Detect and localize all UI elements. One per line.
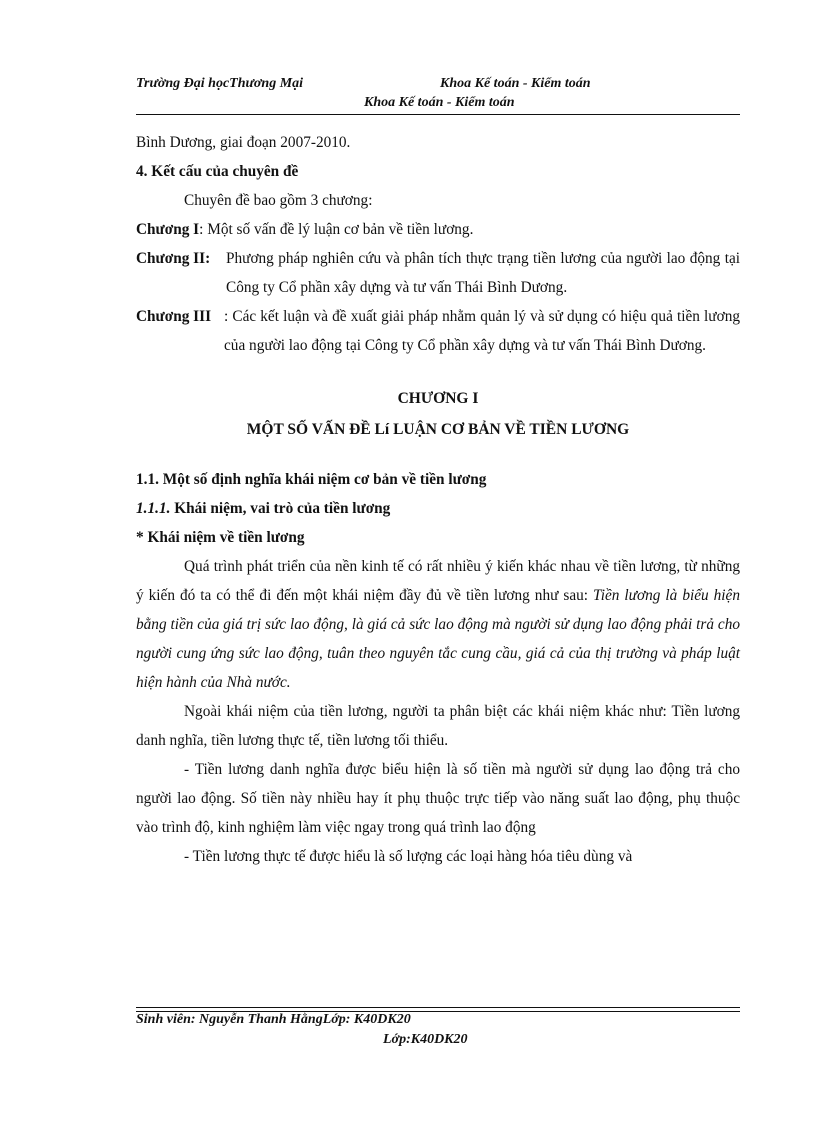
page-footer (136, 1012, 740, 1052)
section-4-title: 4. Kết cấu của chuyên đề (136, 163, 299, 180)
chapter-3-text: : Các kết luận và đề xuất giải pháp nhằm quản lý và sử dụng có hiệu quả tiền lương của người lao động tại Công ty Cổ phần xây dựng và tư vấn Thái Bình Dương. (224, 308, 740, 354)
chapter-heading: CHƯƠNG I (397, 390, 479, 407)
footer-class: Lớp:K40DK20 (383, 1032, 468, 1047)
paragraph-4: - Tiền lương thực tế được hiểu là số lượng các loại hàng hóa tiêu dùng và (184, 848, 633, 865)
chapter-2-item (136, 244, 740, 302)
section-1-1-1-text: Khái niệm, vai trò của tiền lương (170, 500, 391, 517)
section-4-intro: Chuyên đề bao gồm 3 chương: (184, 192, 373, 209)
intro-line: Bình Dương, giai đoạn 2007-2010. (136, 134, 351, 151)
chapter-2-text: Phương pháp nghiên cứu và phân tích thực trạng tiền lương của người lao động tại Công ty Cổ phần xây dựng và tư vấn Thái Bình Dương. (226, 250, 740, 296)
chapter-1-text: : Một số vấn đề lý luận cơ bản về tiền lương. (199, 221, 474, 238)
paragraph-2: Ngoài khái niệm của tiền lương, người ta phân biệt các khái niệm khác như: Tiền lương danh nghĩa, tiền lương thực tế, tiền lương tối thiểu. (136, 703, 740, 749)
paragraph-1-plain: Quá trình phát triển của nền kinh tế có rất nhiều ý kiến khác nhau về tiền lương, từ những ý kiến đó ta có thể đi đến một khái niệm đầy đủ về tiền lương như sau: (136, 558, 740, 604)
chapter-3-item (136, 302, 740, 360)
page-header (136, 76, 740, 116)
chapter-1-label: Chương I (136, 221, 200, 238)
section-1-1-1-title (136, 494, 740, 523)
chapter-title: MỘT SỐ VẤN ĐỀ Lí LUẬN CƠ BẢN VỀ TIỀN LƯƠNG (246, 421, 630, 438)
section-1-1-title: 1.1. Một số định nghĩa khái niệm cơ bản về tiền lương (136, 471, 487, 488)
paragraph-1-definition: Tiền lương là biểu hiện bằng tiền của giá trị sức lao động, là giá cả sức lao động mà người sử dụng lao động phải trả cho người cung ứng sức lao động, tuân theo nguyên tắc cung cầu, giá cả của thị trường và pháp luật hiện hành của Nhà nước. (136, 587, 740, 691)
header-rule (136, 114, 740, 115)
chapter-2-label: Chương II: (136, 250, 211, 267)
footer-rule-1 (136, 1007, 740, 1008)
bullet-title: * Khái niệm về tiền lương (136, 529, 305, 546)
paragraph-1 (136, 552, 740, 697)
header-faculty-repeat: Khoa Kế toán - Kiểm toán (364, 95, 515, 110)
header-university: Trường Đại họcThương Mại (136, 76, 304, 91)
chapter-1-item (136, 215, 740, 244)
header-faculty: Khoa Kế toán - Kiểm toán (440, 76, 591, 91)
chapter-3-label: Chương III (136, 308, 212, 325)
footer-student: Sinh viên: Nguyễn Thanh HằngLớp: K40DK20 (136, 1012, 411, 1027)
paragraph-3: - Tiền lương danh nghĩa được biểu hiện là số tiền mà người sử dụng lao động trả cho người lao động. Số tiền này nhiều hay ít phụ thuộc trực tiếp vào năng suất lao động, phụ thuộc vào trình độ, kinh nghiệm làm việc ngay trong quá trình lao động (136, 761, 740, 836)
section-1-1-1-number: 1.1.1. (136, 500, 171, 517)
document-body (136, 128, 740, 871)
